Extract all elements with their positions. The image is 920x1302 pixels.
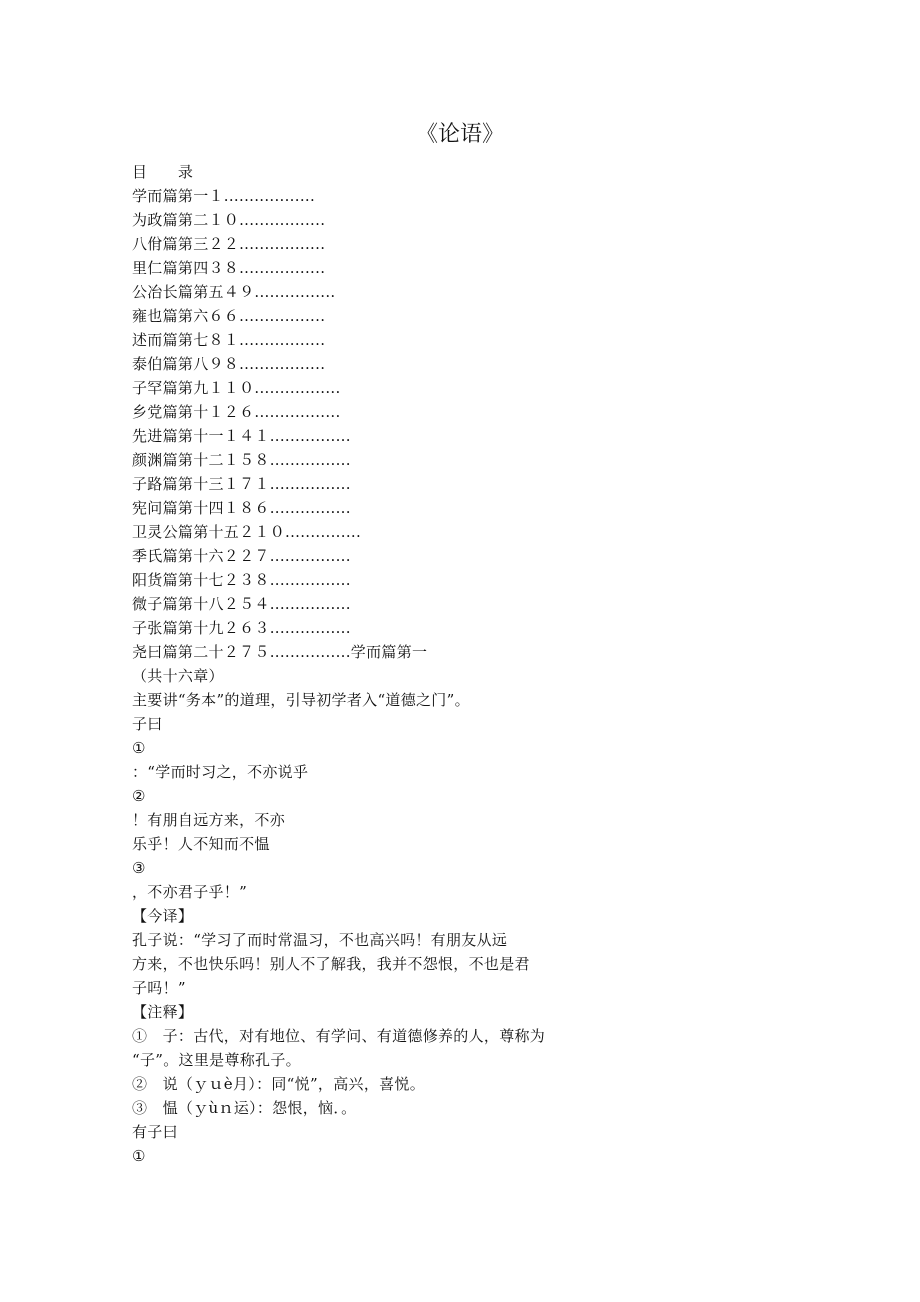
document-title: 《论语》 — [415, 122, 504, 147]
note-line: ① 子：古代，对有地位、有学问、有道德修养的人，尊称为 — [132, 1027, 546, 1045]
toc-entry: 颜渊篇第十二１５８................ — [132, 451, 351, 469]
toc-entry: 宪问篇第十四１８６................ — [132, 499, 351, 517]
toc-entry: 子路篇第十三１７１................ — [132, 475, 351, 493]
toc-entry: 子张篇第十九２６３................ — [132, 619, 351, 637]
text-line: 方来，不也快乐吗！别人不了解我，我并不怨恨，不也是君 — [132, 955, 530, 973]
toc-entry: 里仁篇第四３８................. — [132, 259, 326, 277]
toc-entry: 季氏篇第十六２２７................ — [132, 547, 351, 565]
text-line: 孔子说：“学习了而时常温习，不也高兴吗！有朋友从远 — [132, 931, 508, 949]
document-body — [132, 160, 832, 1168]
toc-entry: 阳货篇第十七２３８................ — [132, 571, 351, 589]
note-line: ③ 愠（ｙùｎ运）：怨恨，恼．。 — [132, 1099, 357, 1117]
text-line: ，不亦君子乎！” — [132, 883, 248, 901]
toc-entry: 述而篇第七８１................. — [132, 331, 326, 349]
text-line: ：“学而时习之，不亦说乎 — [132, 763, 309, 781]
chapter-text — [132, 664, 832, 1168]
note-line: ② 说（ｙｕè月）：同“悦”，高兴，喜悦。 — [132, 1075, 426, 1093]
footnote-marker: ③ — [132, 859, 146, 877]
footnote-marker: ② — [132, 787, 146, 805]
toc-entry: 为政篇第二１０................. — [132, 211, 326, 229]
toc-entry: 乡党篇第十１２６................. — [132, 403, 341, 421]
text-line: 子曰 — [132, 715, 163, 733]
toc-entry: 学而篇第一１.................. — [132, 187, 316, 205]
toc-entry: 尧曰篇第二十２７５................学而篇第一 — [132, 643, 428, 661]
toc-heading: 目 录 — [132, 163, 194, 181]
toc-entry: 微子篇第十八２５４................ — [132, 595, 351, 613]
chapter-summary: 主要讲“务本”的道理，引导初学者入“道德之门”。 — [132, 691, 470, 709]
toc-entry: 先进篇第十一１４１................ — [132, 427, 351, 445]
toc-entry: 子罕篇第九１１０................. — [132, 379, 341, 397]
table-of-contents — [132, 184, 832, 664]
note-line: “子”。这里是尊称孔子。 — [132, 1051, 301, 1069]
chapter-count: （共十六章） — [132, 667, 224, 685]
footnote-marker: ① — [132, 1147, 146, 1165]
text-line: 乐乎！人不知而不愠 — [132, 835, 270, 853]
toc-entry: 卫灵公篇第十五２１０............... — [132, 523, 362, 541]
footnote-marker: ① — [132, 739, 146, 757]
toc-entry: 八佾篇第三２２................. — [132, 235, 326, 253]
toc-entry: 泰伯篇第八９８................. — [132, 355, 326, 373]
section-heading-notes: 【注释】 — [132, 1003, 194, 1021]
toc-entry: 雍也篇第六６６................. — [132, 307, 326, 325]
text-line: 子吗！” — [132, 979, 186, 997]
text-line: ！有朋自远方来，不亦 — [132, 811, 286, 829]
text-line: 有子曰 — [132, 1123, 178, 1141]
section-heading-translation: 【今译】 — [132, 907, 194, 925]
toc-entry: 公冶长篇第五４９................ — [132, 283, 336, 301]
